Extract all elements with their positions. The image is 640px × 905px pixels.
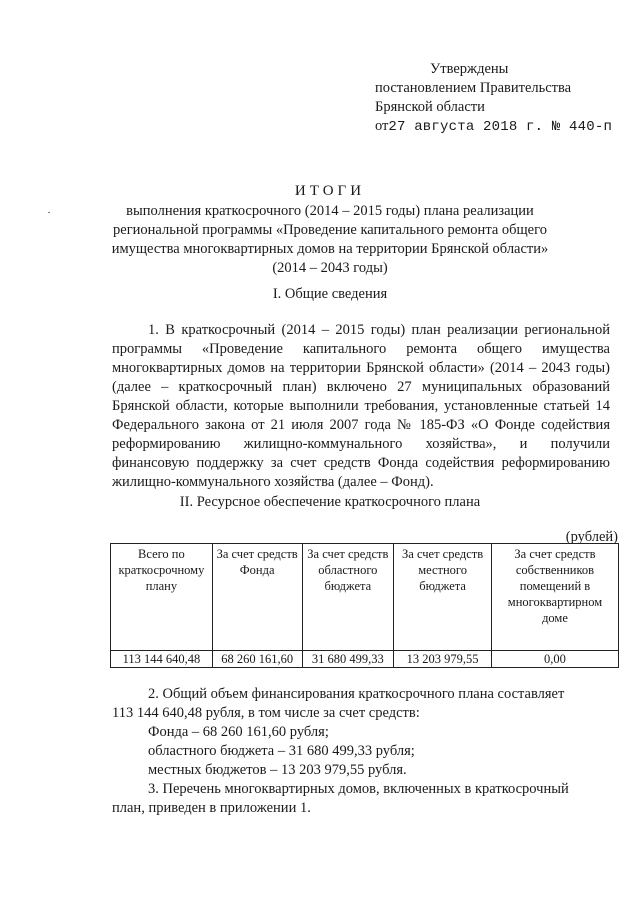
section-1-paragraph xyxy=(112,321,610,492)
paragraph-2-line-1: 2. Общий объем финансирования краткосрочного плана составляет xyxy=(148,686,565,702)
title-line-1: выполнения краткосрочного (2014 – 2015 годы) плана реализации xyxy=(126,203,534,219)
paragraph-2-line-2: 113 144 640,48 рубля, в том числе за счет средств: xyxy=(112,705,420,721)
title-line-4: (2014 – 2043 годы) xyxy=(272,260,388,276)
table-cell: 31 680 499,33 xyxy=(302,651,394,668)
funding-table xyxy=(110,543,619,668)
title-line-3: имущества многоквартирных домов на территории Брянской области» xyxy=(111,241,549,257)
approval-line-2: постановлением Правительства xyxy=(375,80,572,96)
paragraph-3-line-2: план, приведен в приложении 1. xyxy=(112,800,311,816)
paragraph-2-item-1: Фонда – 68 260 161,60 рубля; xyxy=(148,724,329,740)
approval-date-stamp: 27 августа 2018 г. № 440-п xyxy=(388,119,613,135)
approval-block xyxy=(375,60,612,137)
table-cell: 113 144 640,48 xyxy=(111,651,213,668)
unit-label: (рублей) xyxy=(565,529,618,545)
table-header-cell: За счет средств местного бюджета xyxy=(394,544,492,651)
approval-line-1: Утверждены xyxy=(430,61,509,77)
section-1-title: I. Общие сведения xyxy=(272,286,388,302)
table-header-row xyxy=(111,544,619,651)
approval-line-4 xyxy=(375,117,612,137)
table-cell: 13 203 979,55 xyxy=(394,651,492,668)
approval-line-3: Брянской области xyxy=(375,99,485,115)
table-cell: 68 260 161,60 xyxy=(212,651,302,668)
table-header-cell: Всего по краткосрочному плану xyxy=(111,544,213,651)
title-line-2: региональной программы «Проведение капитального ремонта общего xyxy=(113,222,547,238)
table-header-cell: За счет средств собственников помещений в многоквартирном доме xyxy=(491,544,618,651)
approval-date-prefix: от xyxy=(375,118,389,134)
paragraph-2-item-3: местных бюджетов – 13 203 979,55 рубля. xyxy=(148,762,407,778)
section-2-title: II. Ресурсное обеспечение краткосрочного плана xyxy=(179,494,481,510)
table-cell: 0,00 xyxy=(491,651,618,668)
margin-mark xyxy=(48,212,50,213)
title-heading: ИТОГИ xyxy=(294,183,366,199)
table-header-cell: За счет средств Фонда xyxy=(212,544,302,651)
table-header-cell: За счет средств областного бюджета xyxy=(302,544,394,651)
paragraph-3-line-1: 3. Перечень многоквартирных домов, включенных в краткосрочный xyxy=(148,781,569,797)
document-title xyxy=(100,182,560,278)
section-1-paragraph-text: 1. В краткосрочный (2014 – 2015 годы) план реализации региональной программы «Проведение капитального ремонта общего имущества многоквартирных домов на территории Брянской области» (2014 – 2043 годы) (далее – краткосрочный план) включено 27 муниципальных образований Брянской области, которые выполнили требования, установленные статьей 14 Федерального закона от 21 июля 2007 года № 185-ФЗ «О Фонде содействия реформированию жилищно-коммунального хозяйства», и получили финансовую поддержку за счет средств Фонда содействия реформированию жилищно-коммунального хозяйства (далее – Фонд). xyxy=(112,322,610,490)
table-row xyxy=(111,651,619,668)
paragraph-2-item-2: областного бюджета – 31 680 499,33 рубля; xyxy=(148,743,415,759)
